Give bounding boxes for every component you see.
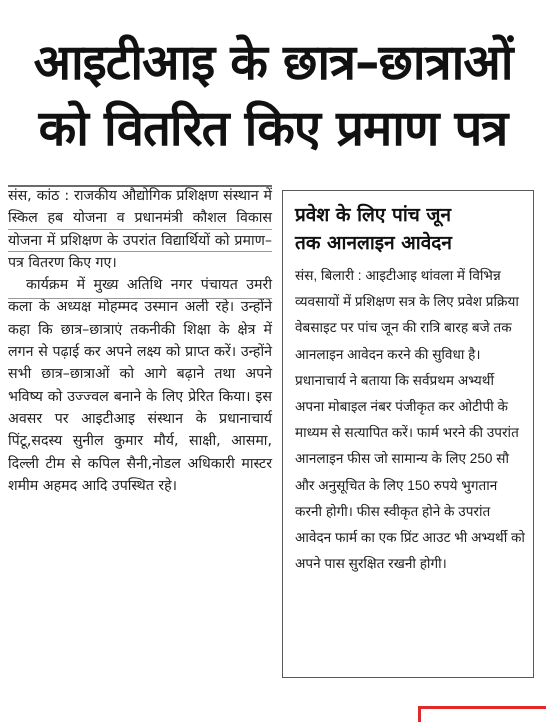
headline-line-2: को वितरित किए प्रमाण पत्र [38,100,508,157]
headline [8,30,538,162]
column-rule [8,229,272,230]
column-rule [8,251,272,252]
headline-line-1: आइटीआइ के छात्र–छात्राओं [33,34,513,91]
box-title-line-2: तक आनलाइन आवेदन [295,232,452,254]
box-title-line-1: प्रवेश के लिए पांच जून [295,204,452,226]
article-paragraph-2: कार्यक्रम में मुख्य अतिथि नगर पंचायत उमरी कला के अध्यक्ष मोहम्मद उस्मान अली रहे। उन्होंने कहा कि छात्र–छात्राएं तकनीकी शिक्षा के क्षेत्र में लगन से पढ़ाई कर अपने लक्ष्य को प्राप्त करें। उन्होंने सभी छात्र–छात्राओं को आगे बढ़ाने तथा अपने भविष्य को उज्ज्वल बनाने के लिए प्रेरित किया। इस अवसर पर आइटीआइ संस्थान के प्रधानाचार्य पिंटू,सदस्य सुनील कुमार मौर्य, साक्षी, आसमा, दिल्ली टीम से कपिल सैनी,नोडल अधिकारी मास्टर शमीम अहमद आदि उपस्थित रहे। [8,277,272,494]
box-title [295,201,525,257]
main-article [8,185,272,715]
column-rule [8,298,272,299]
box-body: संस, बिलारी : आइटीआइ थांवला में विभिन्न व्यवसायों में प्रशिक्षण सत्र के लिए प्रवेश प्रक्रिया वेबसाइट पर पांच जून की रात्रि बारह बजे तक आनलाइन आवेदन करने की सुविधा है। प्रधानाचार्य ने बताया कि सर्वप्रथम अभ्यर्थी अपना मोबाइल नंबर पंजीकृत कर ओटीपी के माध्यम से सत्यापित करें। फार्म भरने की उपरांत आनलाइन फीस जो सामान्य के लिए 250 सौ और अनुसूचित के लिए 150 रुपये भुगतान करनी होगी। फीस स्वीकृत होने के उपरांत आवेदन फार्म का एक प्रिंट आउट भी अभ्यर्थी को अपने पास सुरक्षित रखनी होगी। [295,268,525,572]
sidebar-news-box [282,190,534,678]
red-border-corner [418,706,546,722]
article-paragraph-1: संस, कांठ : राजकीय औद्योगिक प्रशिक्षण संस्थान में स्किल हब योजना व प्रधानमंत्री कौशल विकास योजना में प्रशिक्षण के उपरांत विद्यार्थियों को प्रमाण–पत्र वितरण किए गए। [8,188,272,271]
